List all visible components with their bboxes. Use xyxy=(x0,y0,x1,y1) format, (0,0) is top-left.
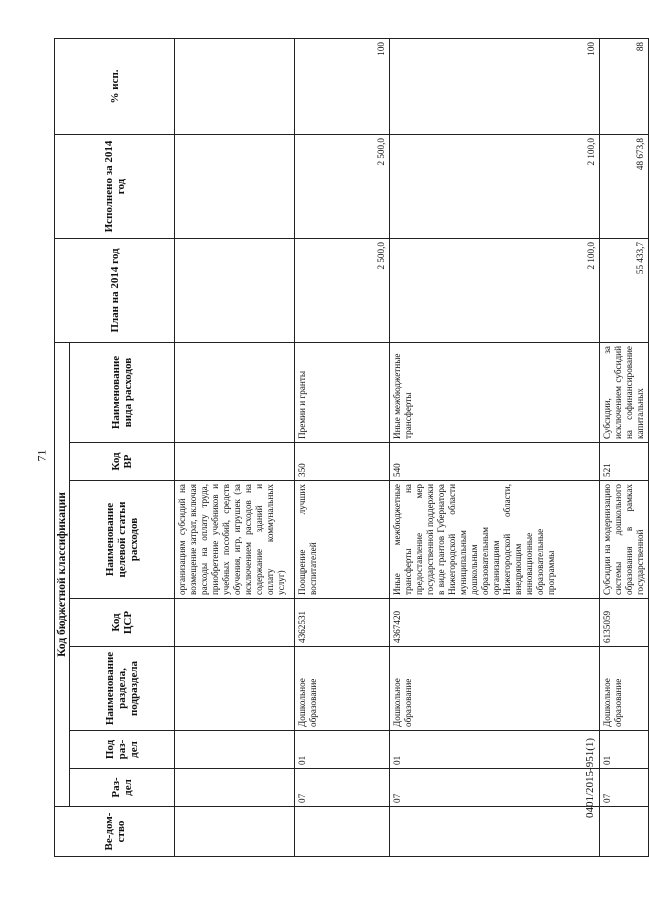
cell-razdel-name: Дошкольное образование xyxy=(295,647,390,731)
cell-podrazdel: 01 xyxy=(600,731,649,769)
col-pct: % исп. xyxy=(55,38,175,134)
cell-vr-name: Субсидии, за исключением субсидий на софинансирование капитальных xyxy=(600,342,649,442)
cell-razdel: 07 xyxy=(390,769,600,807)
cell-pct: 88 xyxy=(600,38,649,134)
cell-razdel xyxy=(175,769,295,807)
table-row xyxy=(175,38,295,856)
col-plan: План на 2014 год xyxy=(55,238,175,342)
cell-ved xyxy=(390,807,600,857)
cell-csr-name: Субсидии на модернизацию системы дошкольного образования в рамках государственной xyxy=(600,481,649,599)
cell-pct: 100 xyxy=(390,38,600,134)
table-row xyxy=(600,38,649,856)
cell-fact: 2 500,0 xyxy=(295,134,390,238)
cell-csr: 6135059 xyxy=(600,599,649,647)
col-csr-name: Наименование целевой статьи расходов xyxy=(70,481,175,599)
cell-vr xyxy=(175,443,295,481)
cell-csr-name: организациям субсидий на возмещение затрат, включая расходы на оплату труда, приобретение учебников и учебных пособий, средств обучения, игр, игрушек (за исключением расходов на содержание зданий и оплату коммунальных услуг) xyxy=(175,481,295,599)
col-vr-name: Наименование вида расходов xyxy=(70,342,175,442)
table-row xyxy=(390,38,600,856)
cell-vr: 521 xyxy=(600,443,649,481)
cell-pct xyxy=(175,38,295,134)
cell-fact: 48 673,8 xyxy=(600,134,649,238)
header-group-row xyxy=(55,38,70,856)
cell-csr-name: Поощрение лучших воспитателей xyxy=(295,481,390,599)
cell-csr: 4362531 xyxy=(295,599,390,647)
cell-vr: 540 xyxy=(390,443,600,481)
cell-plan: 55 433,7 xyxy=(600,238,649,342)
page-number: 71 xyxy=(34,449,49,462)
cell-pct: 100 xyxy=(295,38,390,134)
cell-vr-name: Премии и гранты xyxy=(295,342,390,442)
cell-csr xyxy=(175,599,295,647)
document-code: 0401/2015-951(1) xyxy=(584,737,596,818)
budget-table xyxy=(54,38,649,857)
rotated-table-wrapper xyxy=(54,39,645,857)
cell-podrazdel xyxy=(175,731,295,769)
cell-razdel: 07 xyxy=(600,769,649,807)
col-vr: Код ВР xyxy=(70,443,175,481)
cell-fact xyxy=(175,134,295,238)
cell-podrazdel: 01 xyxy=(390,731,600,769)
col-ved: Ве-дом-ство xyxy=(55,807,175,857)
cell-csr: 4367420 xyxy=(390,599,600,647)
table-row xyxy=(295,38,390,856)
cell-razdel: 07 xyxy=(295,769,390,807)
cell-razdel-name xyxy=(175,647,295,731)
cell-ved xyxy=(295,807,390,857)
cell-csr-name: Иные межбюджетные трансферты на предоставление мер государственной поддержки в виде грантов Губернатора Нижегородской области муниципальным дошкольным образовательным организациям Нижегородской области, внедряющим инновационные образовательные программы xyxy=(390,481,600,599)
cell-ved xyxy=(175,807,295,857)
cell-ved xyxy=(600,807,649,857)
cell-vr-name: Иные межбюджетные трансферты xyxy=(390,342,600,442)
cell-razdel-name: Дошкольное образование xyxy=(390,647,600,731)
cell-vr-name xyxy=(175,342,295,442)
col-razdel: Раз-дел xyxy=(70,769,175,807)
col-podrazdel: Под раз-дел xyxy=(70,731,175,769)
col-razdel-name: Наименование раздела, подраздела xyxy=(70,647,175,731)
cell-plan: 2 100,0 xyxy=(390,238,600,342)
cell-vr: 350 xyxy=(295,443,390,481)
cell-razdel-name: Дошкольное образование xyxy=(600,647,649,731)
col-fact: Исполнено за 2014 год xyxy=(55,134,175,238)
cell-podrazdel: 01 xyxy=(295,731,390,769)
classification-header: Код бюджетной классификации xyxy=(55,342,70,806)
cell-plan xyxy=(175,238,295,342)
cell-plan: 2 500,0 xyxy=(295,238,390,342)
col-csr: Код ЦСР xyxy=(70,599,175,647)
cell-fact: 2 100,0 xyxy=(390,134,600,238)
